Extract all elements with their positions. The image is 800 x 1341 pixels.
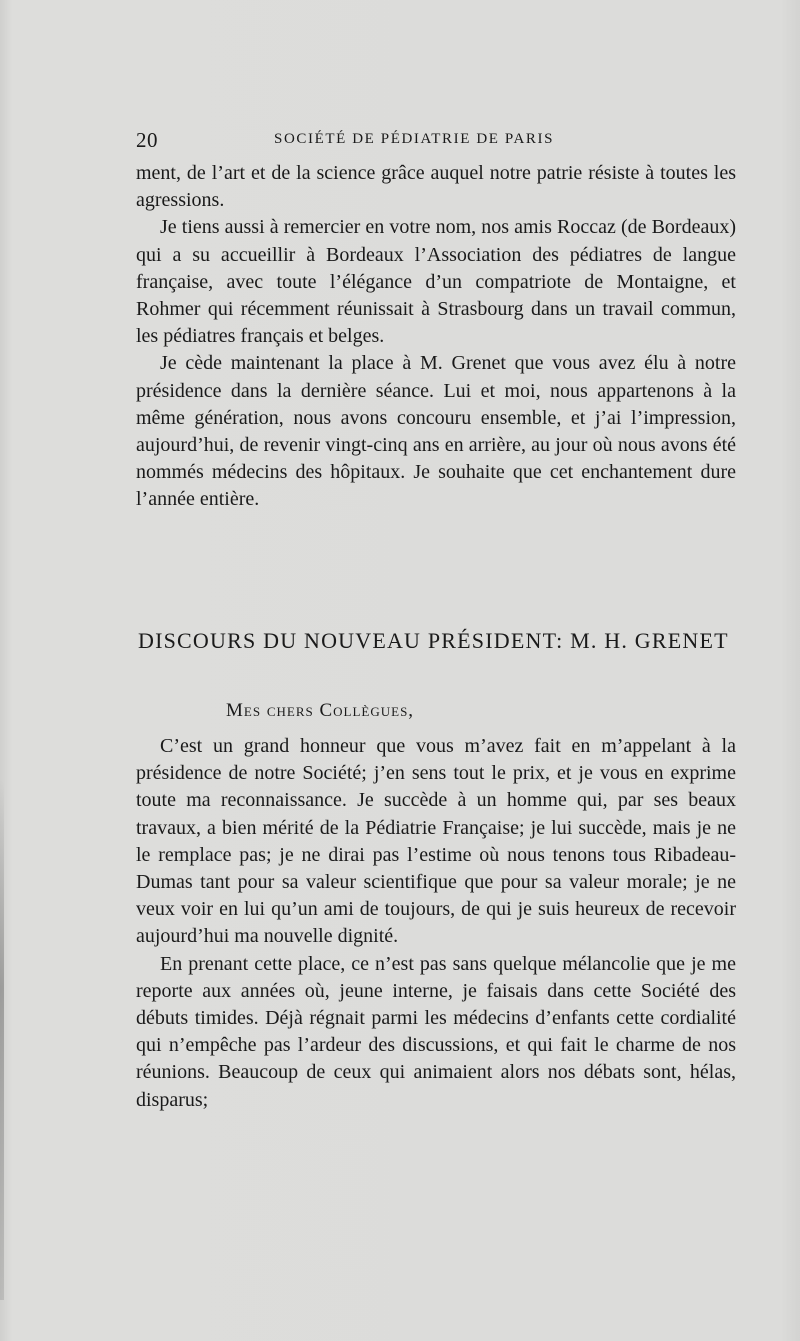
running-head: SOCIÉTÉ DE PÉDIATRIE DE PARIS	[274, 131, 555, 147]
speech-text	[136, 733, 736, 1114]
page-number: 20	[136, 128, 158, 152]
body-text	[136, 160, 736, 514]
page-edge-shadow	[0, 780, 4, 1300]
paragraph: ment, de l’art et de la science grâce auquel notre patrie résiste à toutes les agressions.	[136, 162, 736, 212]
paragraph: Je tiens aussi à remercier en votre nom, nos amis Roccaz (de Bordeaux) qui a su accueillir à Bordeaux l’Association des pédiatres de langue française, avec toute l’élégance d’un compatriote de Montaigne, et Rohmer qui récemment réunissait à Strasbourg dans un travail commun, les pédiatres français et belges.	[136, 216, 736, 348]
paragraph: Je cède maintenant la place à M. Grenet que vous avez élu à notre présidence dans la dernière séance. Lui et moi, nous appartenons à la même génération, nous avons concouru ensemble, et j’ai l’impression, aujourd’hui, de revenir vingt-cinq ans en arrière, au jour où nous avons été nommés médecins des hôpitaux. Je souhaite que cet enchantement dure l’année entière.	[136, 352, 736, 511]
section-heading: DISCOURS DU NOUVEAU PRÉSIDENT: M. H. GRENET	[138, 628, 729, 653]
paragraph: C’est un grand honneur que vous m’avez fait en m’appelant à la présidence de notre Société; j’en sens tout le prix, et je vous en exprime toute ma reconnaissance. Je succède à un homme qui, par ses beaux travaux, a bien mérité de la Pédiatrie Française; je lui succède, mais je ne le remplace pas; je ne dirai pas l’estime où nous tenons tous Ribadeau-Dumas tant pour sa valeur scientifique que pour sa valeur morale; je ne veux voir en lui qu’un ami de toujours, de qui je suis heureux de recevoir aujourd’hui ma nouvelle dignité.	[136, 735, 736, 948]
salutation: Mes chers Collègues,	[226, 700, 415, 721]
page-header	[136, 128, 736, 156]
paragraph: En prenant cette place, ce n’est pas sans quelque mélancolie que je me reporte aux années où, jeune interne, je faisais dans cette Société des débuts timides. Déjà régnait parmi les médecins d’enfants cette cordialité qui n’empêche pas l’ardeur des discussions, et qui fait le charme de nos réunions. Beaucoup de ceux qui animaient alors nos débats sont, hélas, disparus;	[136, 952, 736, 1111]
